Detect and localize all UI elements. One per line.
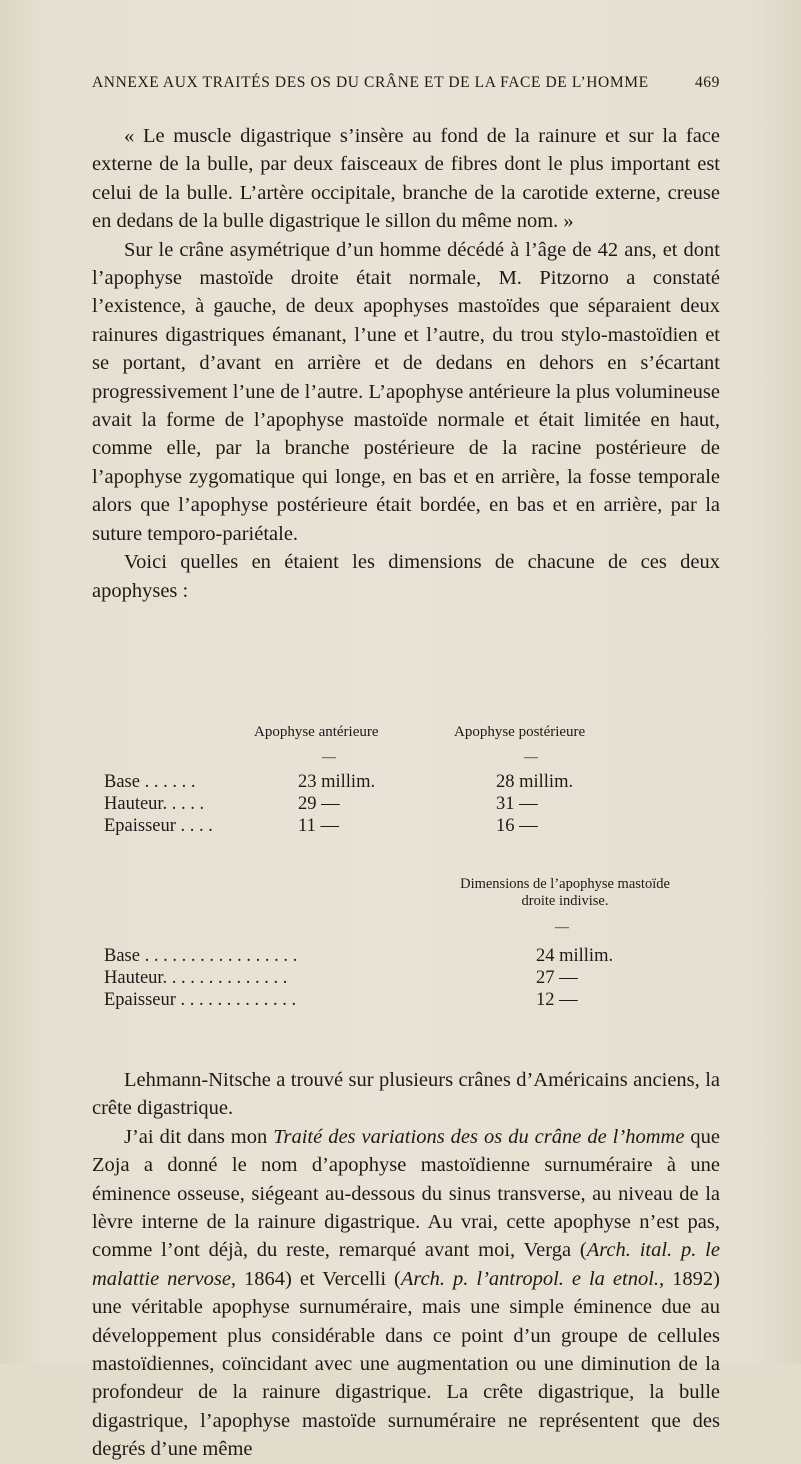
column-header-posterior: Apophyse postérieure xyxy=(454,724,586,740)
column-header-anterior: Apophyse antérieure xyxy=(254,724,379,740)
table1-cell-anterior: 23 millim. xyxy=(298,772,376,792)
table2-cell-value: 12 — xyxy=(536,990,578,1010)
paragraph-quote: « Le muscle digastrique s’insère au fond de la rainure et sur la face externe de la bulle, par deux faisceaux de fibres dont le plus important est celui de la bulle. L’artère occipitale, branche de la carotide externe, creuse en dedans de la bulle digastrique le sillon du même nom. » xyxy=(92,125,720,233)
reference-vercelli: Arch. p. l’antropol. e la etnol., xyxy=(400,1267,665,1290)
body-text-top xyxy=(92,122,720,605)
page-header xyxy=(92,74,720,92)
page-number: 469 xyxy=(694,74,720,91)
table2-row-label: Base . . . . . . . . . . . . . . . . . xyxy=(104,946,298,966)
body-text-bottom xyxy=(92,1066,720,1464)
table2-row-label: Epaisseur . . . . . . . . . . . . . xyxy=(104,990,297,1010)
column-rule-posterior: — xyxy=(524,750,538,765)
table2-cell-value: 27 — xyxy=(536,968,578,988)
table1-row-label: Hauteur. . . . . xyxy=(104,794,205,814)
paragraph-dimensions-intro: Voici quelles en étaient les dimensions de chacune de ces deux apophyses : xyxy=(92,551,720,602)
book-title: Traité des variations des os du crâne de l’homme xyxy=(273,1125,685,1148)
table1-cell-posterior: 28 millim. xyxy=(496,772,574,792)
table2-cell-value: 24 millim. xyxy=(536,946,614,966)
table1-row-label: Base . . . . . . xyxy=(104,772,196,792)
column-rule-anterior: — xyxy=(322,750,336,765)
table1-cell-posterior: 16 — xyxy=(496,816,538,836)
table1-cell-anterior: 29 — xyxy=(298,794,340,814)
table1-cell-posterior: 31 — xyxy=(496,794,538,814)
table2-column-rule: — xyxy=(555,920,569,935)
table2-row-label: Hauteur. . . . . . . . . . . . . . xyxy=(104,968,288,988)
table1-cell-anterior: 11 — xyxy=(298,816,339,836)
running-title: ANNEXE AUX TRAITÉS DES OS DU CRÂNE ET DE LA FACE DE L’HOMME xyxy=(92,74,649,91)
table1-row-label: Epaisseur . . . . xyxy=(104,816,213,836)
paragraph-zoja: J’ai dit dans mon Traité des variations des os du crâne de l’homme que Zoja a donné le nom d’apophyse mastoïdienne surnuméraire à une éminence osseuse, siégeant au-dessous du sinus transverse, au niveau de la lèvre interne de la rainure digastrique. Au vrai, cette apophyse n’est pas, comme l’ont déjà, du reste, remarqué avant moi, Verga (Arch. ital. p. le malattie nervose, 1864) et Vercelli (Arch. p. l’antropol. e la etnol., 1892) une véritable apophyse surnuméraire, mais une simple éminence due au développement plus considérable dans ce point d’un groupe de cellules mastoïdiennes, coïncidant avec une augmentation ou une diminution de la profondeur de la rainure digastrique. La crête digastrique, la bulle digastrique, l’apophyse mastoïde surnuméraire ne représentent que des degrés d’une même xyxy=(92,1125,721,1461)
paragraph-pitzorno: Sur le crâne asymétrique d’un homme décédé à l’âge de 42 ans, et dont l’apophyse mastoïde droite était normale, M. Pitzorno a constaté l’existence, à gauche, de deux apophyses mastoïdes que séparaient deux rainures digastriques émanant, l’une et l’autre, du trou stylo-mastoïdien et se portant, d’avant en arrière et de dedans en dehors en s’écartant progressivement l’une de l’autre. L’apophyse antérieure la plus volumineuse avait la forme de l’apophyse mastoïde normale et était limitée en haut, comme elle, par la branche postérieure de la racine postérieure de l’apophyse zygomatique qui longe, en bas et en arrière, la fosse temporale alors que l’apophyse postérieure était bordée, en bas et en arrière, par la suture temporo-pariétale. xyxy=(92,238,720,545)
paragraph-lehmann-nitsche: Lehmann-Nitsche a trouvé sur plusieurs crânes d’Américains anciens, la crête digastrique. xyxy=(92,1069,720,1120)
table2-caption: Dimensions de l’apophyse mastoïde droite indivise. xyxy=(460,876,670,909)
reference-verga: Arch. ital. p. le malattie nervose, xyxy=(92,1239,720,1290)
